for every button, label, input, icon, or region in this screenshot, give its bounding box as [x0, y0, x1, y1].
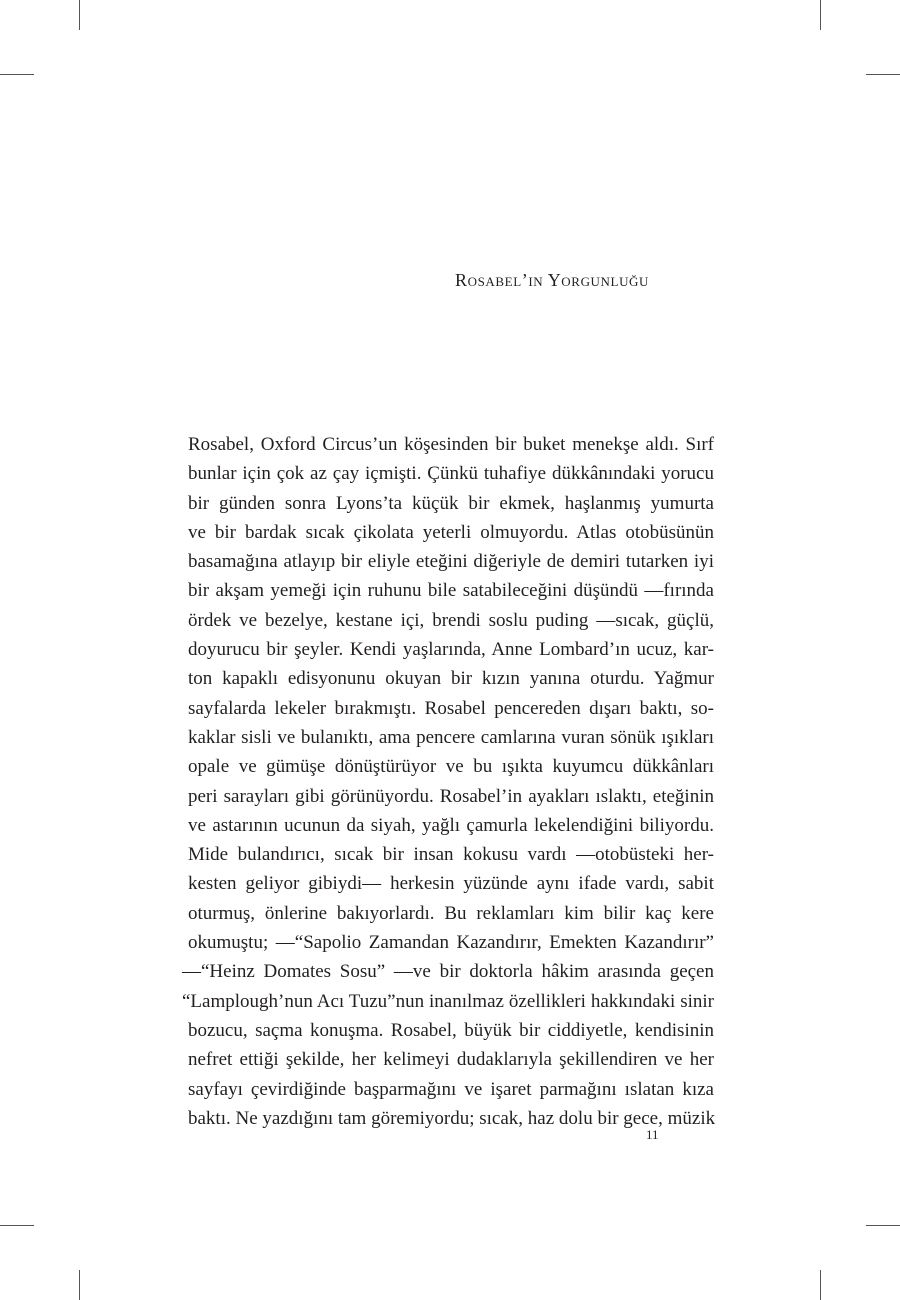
crop-mark-top-right: [820, 0, 821, 30]
body-line: basamağına atlayıp bir eliyle eteğini diğeriyle de demiri tutarken iyi: [188, 551, 714, 573]
page-number: 11: [646, 1127, 659, 1142]
body-line: ve astarının ucunun da siyah, yağlı çamurla lekelendiğini biliyordu.: [188, 814, 714, 836]
body-line: Mide bulandırıcı, sıcak bir insan kokusu vardı —otobüsteki her-: [188, 844, 714, 866]
body-line: kesten geliyor gibiydi— herkesin yüzünde aynı ifade vardı, sabit: [188, 873, 714, 895]
crop-mark-right-top: [866, 74, 900, 75]
body-line: sayfalarda lekeler bırakmıştı. Rosabel pencereden dışarı baktı, so-: [188, 697, 714, 719]
body-line: —“Heinz Domates Sosu” —ve bir doktorla hâkim arasında geçen: [182, 961, 714, 983]
body-line: bozucu, saçma konuşma. Rosabel, büyük bir ciddiyetle, kendisinin: [188, 1019, 714, 1041]
body-line: ördek ve bezelye, kestane içi, brendi soslu puding —sıcak, güçlü,: [188, 609, 714, 631]
body-line: opale ve gümüşe dönüştürüyor ve bu ışıkta kuyumcu dükkânları: [188, 756, 714, 778]
crop-mark-left-top: [0, 74, 34, 75]
crop-mark-left-bottom: [0, 1225, 34, 1226]
body-line: ve bir bardak sıcak çikolata yeterli olmuyordu. Atlas otobüsünün: [188, 521, 714, 543]
crop-mark-bottom-left: [79, 1270, 80, 1300]
body-line: bir günden sonra Lyons’ta küçük bir ekmek, haşlanmış yumurta: [188, 492, 714, 514]
body-line: bir akşam yemeği için ruhunu bile satabileceğini düşündü —fırında: [188, 580, 714, 602]
body-line: oturmuş, önlerine bakıyorlardı. Bu reklamları kim bilir kaç kere: [188, 902, 714, 924]
body-line: bunlar için çok az çay içmişti. Çünkü tuhafiye dükkânındaki yorucu: [188, 463, 714, 485]
crop-mark-right-bottom: [866, 1225, 900, 1226]
body-line: Rosabel, Oxford Circus’un köşesinden bir buket menekşe aldı. Sırf: [188, 434, 714, 455]
body-line: doyurucu bir şeyler. Kendi yaşlarında, Anne Lombard’ın ucuz, kar-: [188, 639, 714, 661]
body-line: baktı. Ne yazdığını tam göremiyordu; sıcak, haz dolu bir gece, müzik: [188, 1107, 716, 1129]
body-line: peri sarayları gibi görünüyordu. Rosabel’in ayakları ıslaktı, eteğinin: [188, 785, 714, 807]
crop-mark-bottom-right: [820, 1270, 821, 1300]
body-text: [182, 430, 716, 1133]
running-head: Rosabel’in Yorgunluğu: [455, 270, 650, 290]
body-line: nefret ettiği şekilde, her kelimeyi dudaklarıyla şekillendiren ve her: [188, 1049, 714, 1071]
body-line: okumuştu; —“Sapolio Zamandan Kazandırır, Emekten Kazandırır”: [188, 932, 714, 954]
body-line: sayfayı çevirdiğinde başparmağını ve işaret parmağını ıslatan kıza: [188, 1078, 714, 1100]
body-line: “Lamplough’nun Acı Tuzu”nun inanılmaz özellikleri hakkındaki sinir: [182, 990, 714, 1012]
crop-mark-top-left: [79, 0, 80, 30]
body-line: ton kapaklı edisyonunu okuyan bir kızın yanına oturdu. Yağmur: [188, 668, 714, 690]
body-line: kaklar sisli ve bulanıktı, ama pencere camlarına vuran sönük ışıkları: [188, 726, 714, 748]
